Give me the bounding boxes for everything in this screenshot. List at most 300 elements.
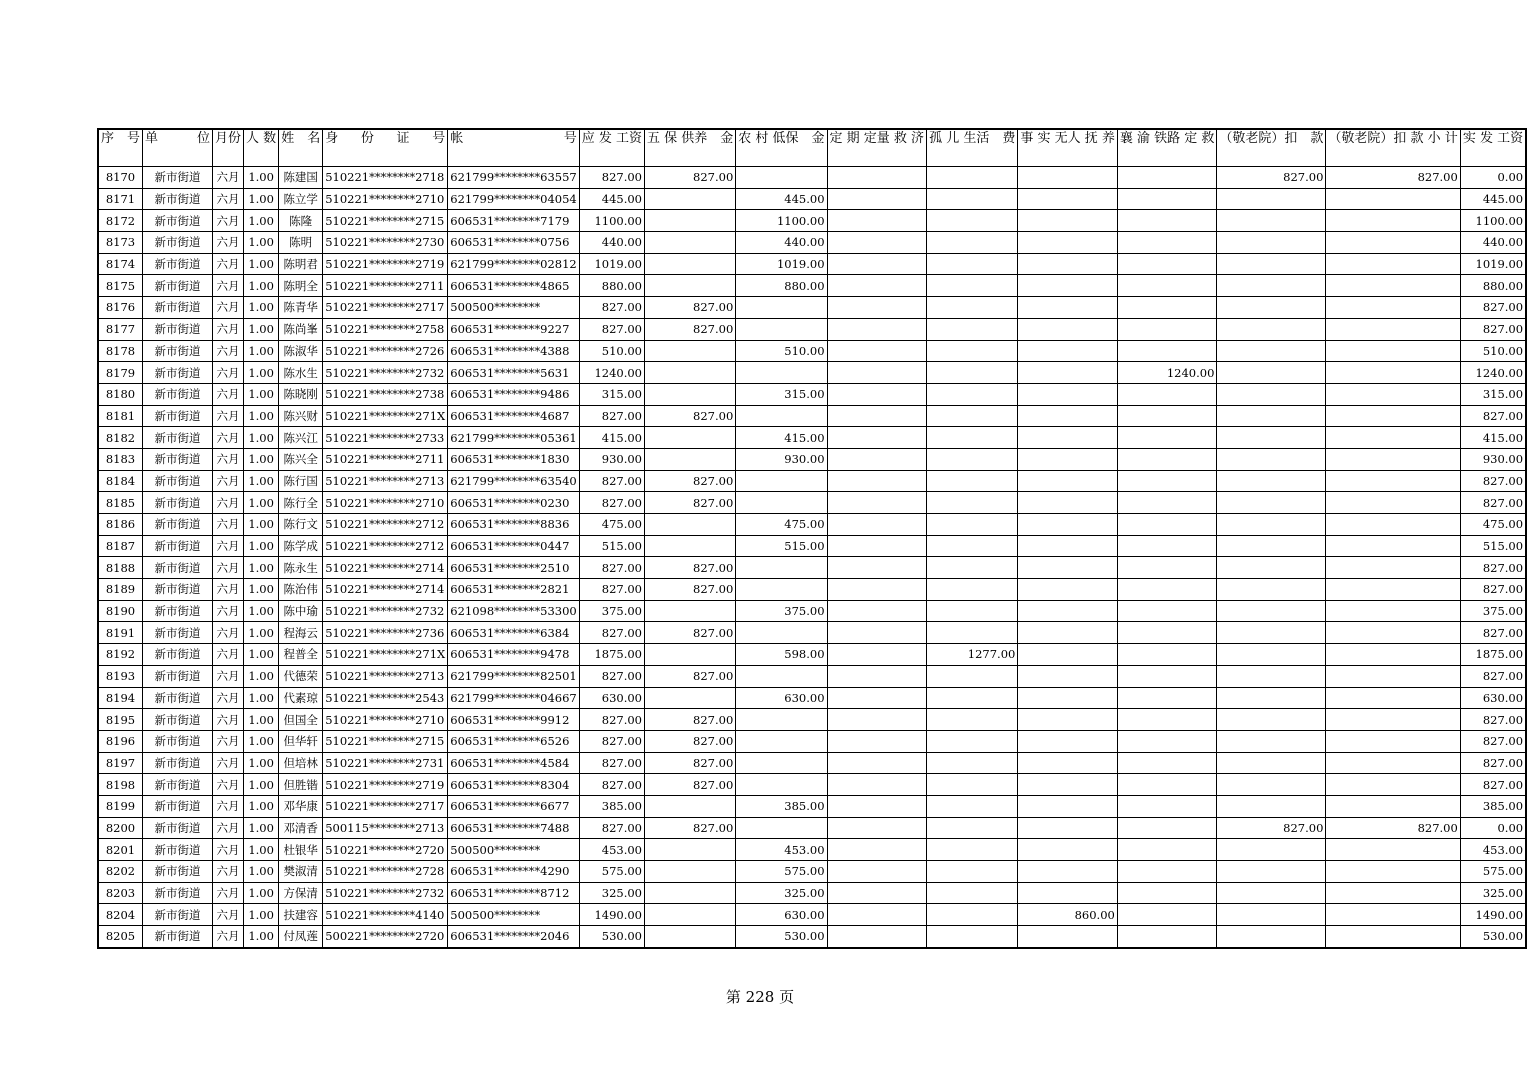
cell-id-number: 510221********2715	[323, 730, 448, 752]
cell-nursing-deduction-subtotal	[1326, 383, 1460, 405]
cell-unit: 新市街道	[143, 861, 213, 883]
cell-fixed-relief	[827, 362, 927, 384]
cell-name: 陈淑华	[279, 340, 323, 362]
cell-five-guarantee	[645, 861, 736, 883]
cell-fixed-relief	[827, 232, 927, 254]
cell-rural-subsidy: 575.00	[736, 861, 827, 883]
cell-railway-relief	[1117, 687, 1217, 709]
cell-month: 六月	[213, 817, 244, 839]
cell-orphan-allowance	[927, 904, 1018, 926]
cell-unit: 新市街道	[143, 730, 213, 752]
cell-name: 但国全	[279, 709, 323, 731]
cell-id-number: 510221********2738	[323, 383, 448, 405]
table-row	[98, 752, 1526, 774]
cell-unsupported-child	[1018, 210, 1118, 232]
table-row	[98, 492, 1526, 514]
cell-gross-pay: 827.00	[579, 470, 644, 492]
cell-orphan-allowance	[927, 795, 1018, 817]
cell-gross-pay: 440.00	[579, 232, 644, 254]
cell-fixed-relief	[827, 318, 927, 340]
cell-nursing-deduction-subtotal	[1326, 774, 1460, 796]
cell-id-number: 510221********2732	[323, 882, 448, 904]
cell-rural-subsidy	[736, 318, 827, 340]
cell-seq: 8177	[98, 318, 143, 340]
cell-account: 606531********4290	[448, 861, 579, 883]
cell-unsupported-child	[1018, 774, 1118, 796]
cell-count: 1.00	[244, 774, 279, 796]
cell-fixed-relief	[827, 665, 927, 687]
cell-unsupported-child	[1018, 817, 1118, 839]
cell-id-number: 510221********2719	[323, 774, 448, 796]
cell-count: 1.00	[244, 514, 279, 536]
cell-orphan-allowance: 1277.00	[927, 644, 1018, 666]
cell-rural-subsidy: 325.00	[736, 882, 827, 904]
cell-five-guarantee: 827.00	[645, 470, 736, 492]
cell-unsupported-child	[1018, 232, 1118, 254]
cell-rural-subsidy	[736, 817, 827, 839]
cell-railway-relief	[1117, 210, 1217, 232]
cell-name: 程普全	[279, 644, 323, 666]
cell-id-number: 510221********2720	[323, 839, 448, 861]
cell-month: 六月	[213, 839, 244, 861]
cell-gross-pay: 1100.00	[579, 210, 644, 232]
cell-rural-subsidy	[736, 470, 827, 492]
cell-fixed-relief	[827, 861, 927, 883]
cell-count: 1.00	[244, 644, 279, 666]
cell-five-guarantee: 827.00	[645, 297, 736, 319]
cell-nursing-deduction	[1217, 297, 1326, 319]
cell-nursing-deduction-subtotal	[1326, 297, 1460, 319]
cell-five-guarantee: 827.00	[645, 492, 736, 514]
cell-unsupported-child	[1018, 535, 1118, 557]
cell-account: 621799********04667	[448, 687, 579, 709]
cell-seq: 8204	[98, 904, 143, 926]
cell-gross-pay: 1875.00	[579, 644, 644, 666]
cell-month: 六月	[213, 535, 244, 557]
cell-railway-relief	[1117, 383, 1217, 405]
cell-month: 六月	[213, 709, 244, 731]
cell-gross-pay: 827.00	[579, 622, 644, 644]
cell-id-number: 510221********2719	[323, 253, 448, 275]
table-row	[98, 882, 1526, 904]
cell-orphan-allowance	[927, 687, 1018, 709]
cell-unsupported-child	[1018, 383, 1118, 405]
cell-nursing-deduction-subtotal	[1326, 253, 1460, 275]
cell-count: 1.00	[244, 188, 279, 210]
cell-count: 1.00	[244, 253, 279, 275]
cell-orphan-allowance	[927, 318, 1018, 340]
cell-seq: 8193	[98, 665, 143, 687]
cell-orphan-allowance	[927, 383, 1018, 405]
cell-unsupported-child	[1018, 275, 1118, 297]
cell-orphan-allowance	[927, 926, 1018, 948]
cell-railway-relief	[1117, 167, 1217, 189]
cell-unsupported-child	[1018, 730, 1118, 752]
header-col-unsupported-child: 事 实 无人 抚 养	[1018, 129, 1118, 167]
cell-unit: 新市街道	[143, 188, 213, 210]
table-row	[98, 687, 1526, 709]
cell-unsupported-child	[1018, 839, 1118, 861]
cell-rural-subsidy	[736, 752, 827, 774]
cell-nursing-deduction	[1217, 253, 1326, 275]
cell-name: 陈水生	[279, 362, 323, 384]
cell-gross-pay: 475.00	[579, 514, 644, 536]
cell-fixed-relief	[827, 557, 927, 579]
cell-gross-pay: 415.00	[579, 427, 644, 449]
cell-count: 1.00	[244, 600, 279, 622]
cell-count: 1.00	[244, 427, 279, 449]
cell-railway-relief	[1117, 514, 1217, 536]
cell-account: 621799********82501	[448, 665, 579, 687]
cell-rural-subsidy	[736, 405, 827, 427]
cell-name: 陈行文	[279, 514, 323, 536]
cell-unsupported-child	[1018, 427, 1118, 449]
cell-unsupported-child	[1018, 644, 1118, 666]
cell-unsupported-child	[1018, 687, 1118, 709]
cell-orphan-allowance	[927, 232, 1018, 254]
header-col-seq: 序 号	[98, 129, 143, 167]
cell-month: 六月	[213, 752, 244, 774]
cell-fixed-relief	[827, 492, 927, 514]
cell-nursing-deduction	[1217, 709, 1326, 731]
cell-nursing-deduction-subtotal	[1326, 492, 1460, 514]
cell-gross-pay: 315.00	[579, 383, 644, 405]
cell-seq: 8201	[98, 839, 143, 861]
cell-id-number: 510221********4140	[323, 904, 448, 926]
cell-month: 六月	[213, 232, 244, 254]
cell-rural-subsidy: 880.00	[736, 275, 827, 297]
table-row	[98, 167, 1526, 189]
cell-nursing-deduction	[1217, 492, 1326, 514]
cell-net-pay: 375.00	[1460, 600, 1526, 622]
cell-count: 1.00	[244, 795, 279, 817]
cell-seq: 8182	[98, 427, 143, 449]
cell-five-guarantee: 827.00	[645, 318, 736, 340]
cell-gross-pay: 827.00	[579, 492, 644, 514]
cell-rural-subsidy	[736, 709, 827, 731]
cell-rural-subsidy: 630.00	[736, 687, 827, 709]
cell-nursing-deduction	[1217, 470, 1326, 492]
cell-seq: 8191	[98, 622, 143, 644]
cell-seq: 8186	[98, 514, 143, 536]
cell-seq: 8170	[98, 167, 143, 189]
cell-name: 陈兴财	[279, 405, 323, 427]
cell-unsupported-child	[1018, 297, 1118, 319]
cell-name: 但培林	[279, 752, 323, 774]
cell-railway-relief	[1117, 427, 1217, 449]
cell-unit: 新市街道	[143, 427, 213, 449]
header-col-name: 姓 名	[279, 129, 323, 167]
header-col-net-pay: 实 发 工资	[1460, 129, 1526, 167]
cell-seq: 8189	[98, 579, 143, 601]
cell-count: 1.00	[244, 839, 279, 861]
cell-fixed-relief	[827, 882, 927, 904]
cell-railway-relief	[1117, 340, 1217, 362]
cell-gross-pay: 325.00	[579, 882, 644, 904]
cell-orphan-allowance	[927, 492, 1018, 514]
cell-nursing-deduction	[1217, 687, 1326, 709]
cell-nursing-deduction-subtotal	[1326, 210, 1460, 232]
cell-id-number: 510221********2713	[323, 665, 448, 687]
cell-five-guarantee	[645, 188, 736, 210]
cell-count: 1.00	[244, 665, 279, 687]
cell-month: 六月	[213, 579, 244, 601]
cell-rural-subsidy	[736, 730, 827, 752]
cell-railway-relief	[1117, 839, 1217, 861]
cell-unit: 新市街道	[143, 687, 213, 709]
cell-unit: 新市街道	[143, 383, 213, 405]
cell-name: 陈明	[279, 232, 323, 254]
cell-unit: 新市街道	[143, 253, 213, 275]
cell-nursing-deduction: 827.00	[1217, 817, 1326, 839]
cell-month: 六月	[213, 167, 244, 189]
cell-net-pay: 1019.00	[1460, 253, 1526, 275]
cell-unit: 新市街道	[143, 232, 213, 254]
cell-seq: 8188	[98, 557, 143, 579]
table-row	[98, 644, 1526, 666]
table-row	[98, 904, 1526, 926]
cell-fixed-relief	[827, 752, 927, 774]
cell-count: 1.00	[244, 167, 279, 189]
cell-nursing-deduction	[1217, 600, 1326, 622]
cell-account: 606531********7488	[448, 817, 579, 839]
cell-five-guarantee	[645, 514, 736, 536]
cell-nursing-deduction	[1217, 275, 1326, 297]
cell-unit: 新市街道	[143, 514, 213, 536]
cell-count: 1.00	[244, 557, 279, 579]
cell-name: 邓清香	[279, 817, 323, 839]
cell-rural-subsidy: 598.00	[736, 644, 827, 666]
cell-five-guarantee	[645, 383, 736, 405]
cell-five-guarantee	[645, 448, 736, 470]
header-col-fixed-relief: 定 期 定量 救 济	[827, 129, 927, 167]
cell-unsupported-child	[1018, 861, 1118, 883]
cell-name: 陈建国	[279, 167, 323, 189]
header-col-five-guarantee: 五 保 供养 金	[645, 129, 736, 167]
cell-id-number: 510221********2711	[323, 448, 448, 470]
cell-five-guarantee	[645, 232, 736, 254]
cell-net-pay: 827.00	[1460, 774, 1526, 796]
cell-unsupported-child	[1018, 579, 1118, 601]
cell-account: 606531********1830	[448, 448, 579, 470]
cell-unsupported-child	[1018, 362, 1118, 384]
cell-count: 1.00	[244, 362, 279, 384]
cell-orphan-allowance	[927, 405, 1018, 427]
cell-account: 606531********6384	[448, 622, 579, 644]
cell-fixed-relief	[827, 535, 927, 557]
cell-name: 陈立学	[279, 188, 323, 210]
cell-gross-pay: 445.00	[579, 188, 644, 210]
cell-seq: 8195	[98, 709, 143, 731]
cell-rural-subsidy: 515.00	[736, 535, 827, 557]
cell-orphan-allowance	[927, 535, 1018, 557]
cell-railway-relief	[1117, 622, 1217, 644]
cell-name: 扶建容	[279, 904, 323, 926]
cell-five-guarantee	[645, 687, 736, 709]
cell-nursing-deduction-subtotal	[1326, 579, 1460, 601]
header-col-nursing-deduction: （敬老院）扣 款	[1217, 129, 1326, 167]
cell-name: 陈兴江	[279, 427, 323, 449]
cell-id-number: 510221********2710	[323, 709, 448, 731]
cell-railway-relief	[1117, 752, 1217, 774]
cell-rural-subsidy: 1019.00	[736, 253, 827, 275]
cell-id-number: 510221********271X	[323, 405, 448, 427]
cell-id-number: 510221********2711	[323, 275, 448, 297]
cell-name: 陈尚峯	[279, 318, 323, 340]
cell-nursing-deduction-subtotal	[1326, 752, 1460, 774]
cell-name: 陈兴全	[279, 448, 323, 470]
cell-railway-relief	[1117, 730, 1217, 752]
cell-five-guarantee	[645, 795, 736, 817]
cell-unit: 新市街道	[143, 882, 213, 904]
cell-unit: 新市街道	[143, 600, 213, 622]
cell-month: 六月	[213, 297, 244, 319]
cell-count: 1.00	[244, 709, 279, 731]
cell-month: 六月	[213, 405, 244, 427]
cell-name: 陈明全	[279, 275, 323, 297]
cell-nursing-deduction	[1217, 514, 1326, 536]
cell-month: 六月	[213, 644, 244, 666]
cell-railway-relief	[1117, 795, 1217, 817]
cell-net-pay: 827.00	[1460, 470, 1526, 492]
cell-net-pay: 530.00	[1460, 926, 1526, 948]
cell-seq: 8173	[98, 232, 143, 254]
cell-fixed-relief	[827, 579, 927, 601]
cell-railway-relief	[1117, 774, 1217, 796]
cell-orphan-allowance	[927, 297, 1018, 319]
cell-fixed-relief	[827, 405, 927, 427]
table-header-row	[98, 129, 1526, 167]
cell-railway-relief	[1117, 492, 1217, 514]
cell-nursing-deduction-subtotal: 827.00	[1326, 817, 1460, 839]
cell-nursing-deduction-subtotal	[1326, 232, 1460, 254]
table-row	[98, 730, 1526, 752]
cell-month: 六月	[213, 275, 244, 297]
cell-fixed-relief	[827, 817, 927, 839]
cell-railway-relief	[1117, 882, 1217, 904]
cell-gross-pay: 827.00	[579, 665, 644, 687]
cell-unit: 新市街道	[143, 210, 213, 232]
cell-gross-pay: 930.00	[579, 448, 644, 470]
cell-nursing-deduction	[1217, 535, 1326, 557]
welfare-payment-table	[97, 128, 1527, 949]
cell-unit: 新市街道	[143, 795, 213, 817]
cell-nursing-deduction-subtotal	[1326, 665, 1460, 687]
cell-gross-pay: 827.00	[579, 730, 644, 752]
cell-month: 六月	[213, 427, 244, 449]
cell-rural-subsidy	[736, 557, 827, 579]
header-col-orphan-allowance: 孤 儿 生活 费	[927, 129, 1018, 167]
cell-nursing-deduction	[1217, 752, 1326, 774]
cell-nursing-deduction	[1217, 665, 1326, 687]
cell-nursing-deduction	[1217, 405, 1326, 427]
cell-fixed-relief	[827, 253, 927, 275]
cell-nursing-deduction	[1217, 795, 1326, 817]
cell-orphan-allowance	[927, 340, 1018, 362]
cell-unit: 新市街道	[143, 448, 213, 470]
cell-orphan-allowance	[927, 730, 1018, 752]
cell-nursing-deduction-subtotal	[1326, 535, 1460, 557]
table-row	[98, 665, 1526, 687]
cell-five-guarantee	[645, 362, 736, 384]
header-col-nursing-deduction-subtotal: （敬老院）扣 款 小 计	[1326, 129, 1460, 167]
cell-account: 621098********53300	[448, 600, 579, 622]
cell-orphan-allowance	[927, 665, 1018, 687]
cell-count: 1.00	[244, 405, 279, 427]
cell-seq: 8202	[98, 861, 143, 883]
cell-seq: 8205	[98, 926, 143, 948]
table-row	[98, 405, 1526, 427]
cell-orphan-allowance	[927, 622, 1018, 644]
cell-five-guarantee	[645, 926, 736, 948]
cell-orphan-allowance	[927, 709, 1018, 731]
cell-railway-relief	[1117, 600, 1217, 622]
cell-month: 六月	[213, 188, 244, 210]
header-col-month: 月份	[213, 129, 244, 167]
cell-fixed-relief	[827, 275, 927, 297]
cell-orphan-allowance	[927, 448, 1018, 470]
cell-nursing-deduction	[1217, 340, 1326, 362]
cell-nursing-deduction	[1217, 557, 1326, 579]
cell-nursing-deduction-subtotal	[1326, 427, 1460, 449]
cell-month: 六月	[213, 687, 244, 709]
cell-rural-subsidy: 1100.00	[736, 210, 827, 232]
cell-gross-pay: 575.00	[579, 861, 644, 883]
table-row	[98, 232, 1526, 254]
cell-count: 1.00	[244, 622, 279, 644]
cell-count: 1.00	[244, 535, 279, 557]
cell-id-number: 510221********271X	[323, 644, 448, 666]
cell-five-guarantee: 827.00	[645, 167, 736, 189]
cell-nursing-deduction	[1217, 188, 1326, 210]
cell-unsupported-child	[1018, 882, 1118, 904]
cell-id-number: 510221********2717	[323, 795, 448, 817]
cell-count: 1.00	[244, 297, 279, 319]
cell-net-pay: 880.00	[1460, 275, 1526, 297]
cell-gross-pay: 827.00	[579, 167, 644, 189]
cell-unit: 新市街道	[143, 839, 213, 861]
cell-fixed-relief	[827, 600, 927, 622]
table-row	[98, 579, 1526, 601]
cell-five-guarantee	[645, 535, 736, 557]
table-row	[98, 795, 1526, 817]
cell-seq: 8184	[98, 470, 143, 492]
cell-nursing-deduction-subtotal	[1326, 318, 1460, 340]
cell-net-pay: 325.00	[1460, 882, 1526, 904]
table-row	[98, 275, 1526, 297]
cell-net-pay: 510.00	[1460, 340, 1526, 362]
cell-net-pay: 827.00	[1460, 665, 1526, 687]
cell-fixed-relief	[827, 470, 927, 492]
cell-nursing-deduction-subtotal	[1326, 882, 1460, 904]
cell-account: 606531********2046	[448, 926, 579, 948]
cell-nursing-deduction-subtotal	[1326, 861, 1460, 883]
cell-net-pay: 0.00	[1460, 167, 1526, 189]
cell-five-guarantee: 827.00	[645, 709, 736, 731]
table-row	[98, 514, 1526, 536]
cell-id-number: 510221********2712	[323, 535, 448, 557]
cell-unsupported-child	[1018, 318, 1118, 340]
cell-count: 1.00	[244, 752, 279, 774]
table-row	[98, 709, 1526, 731]
cell-nursing-deduction	[1217, 579, 1326, 601]
cell-fixed-relief	[827, 644, 927, 666]
cell-count: 1.00	[244, 926, 279, 948]
cell-net-pay: 827.00	[1460, 752, 1526, 774]
cell-unit: 新市街道	[143, 362, 213, 384]
cell-five-guarantee	[645, 210, 736, 232]
cell-net-pay: 575.00	[1460, 861, 1526, 883]
